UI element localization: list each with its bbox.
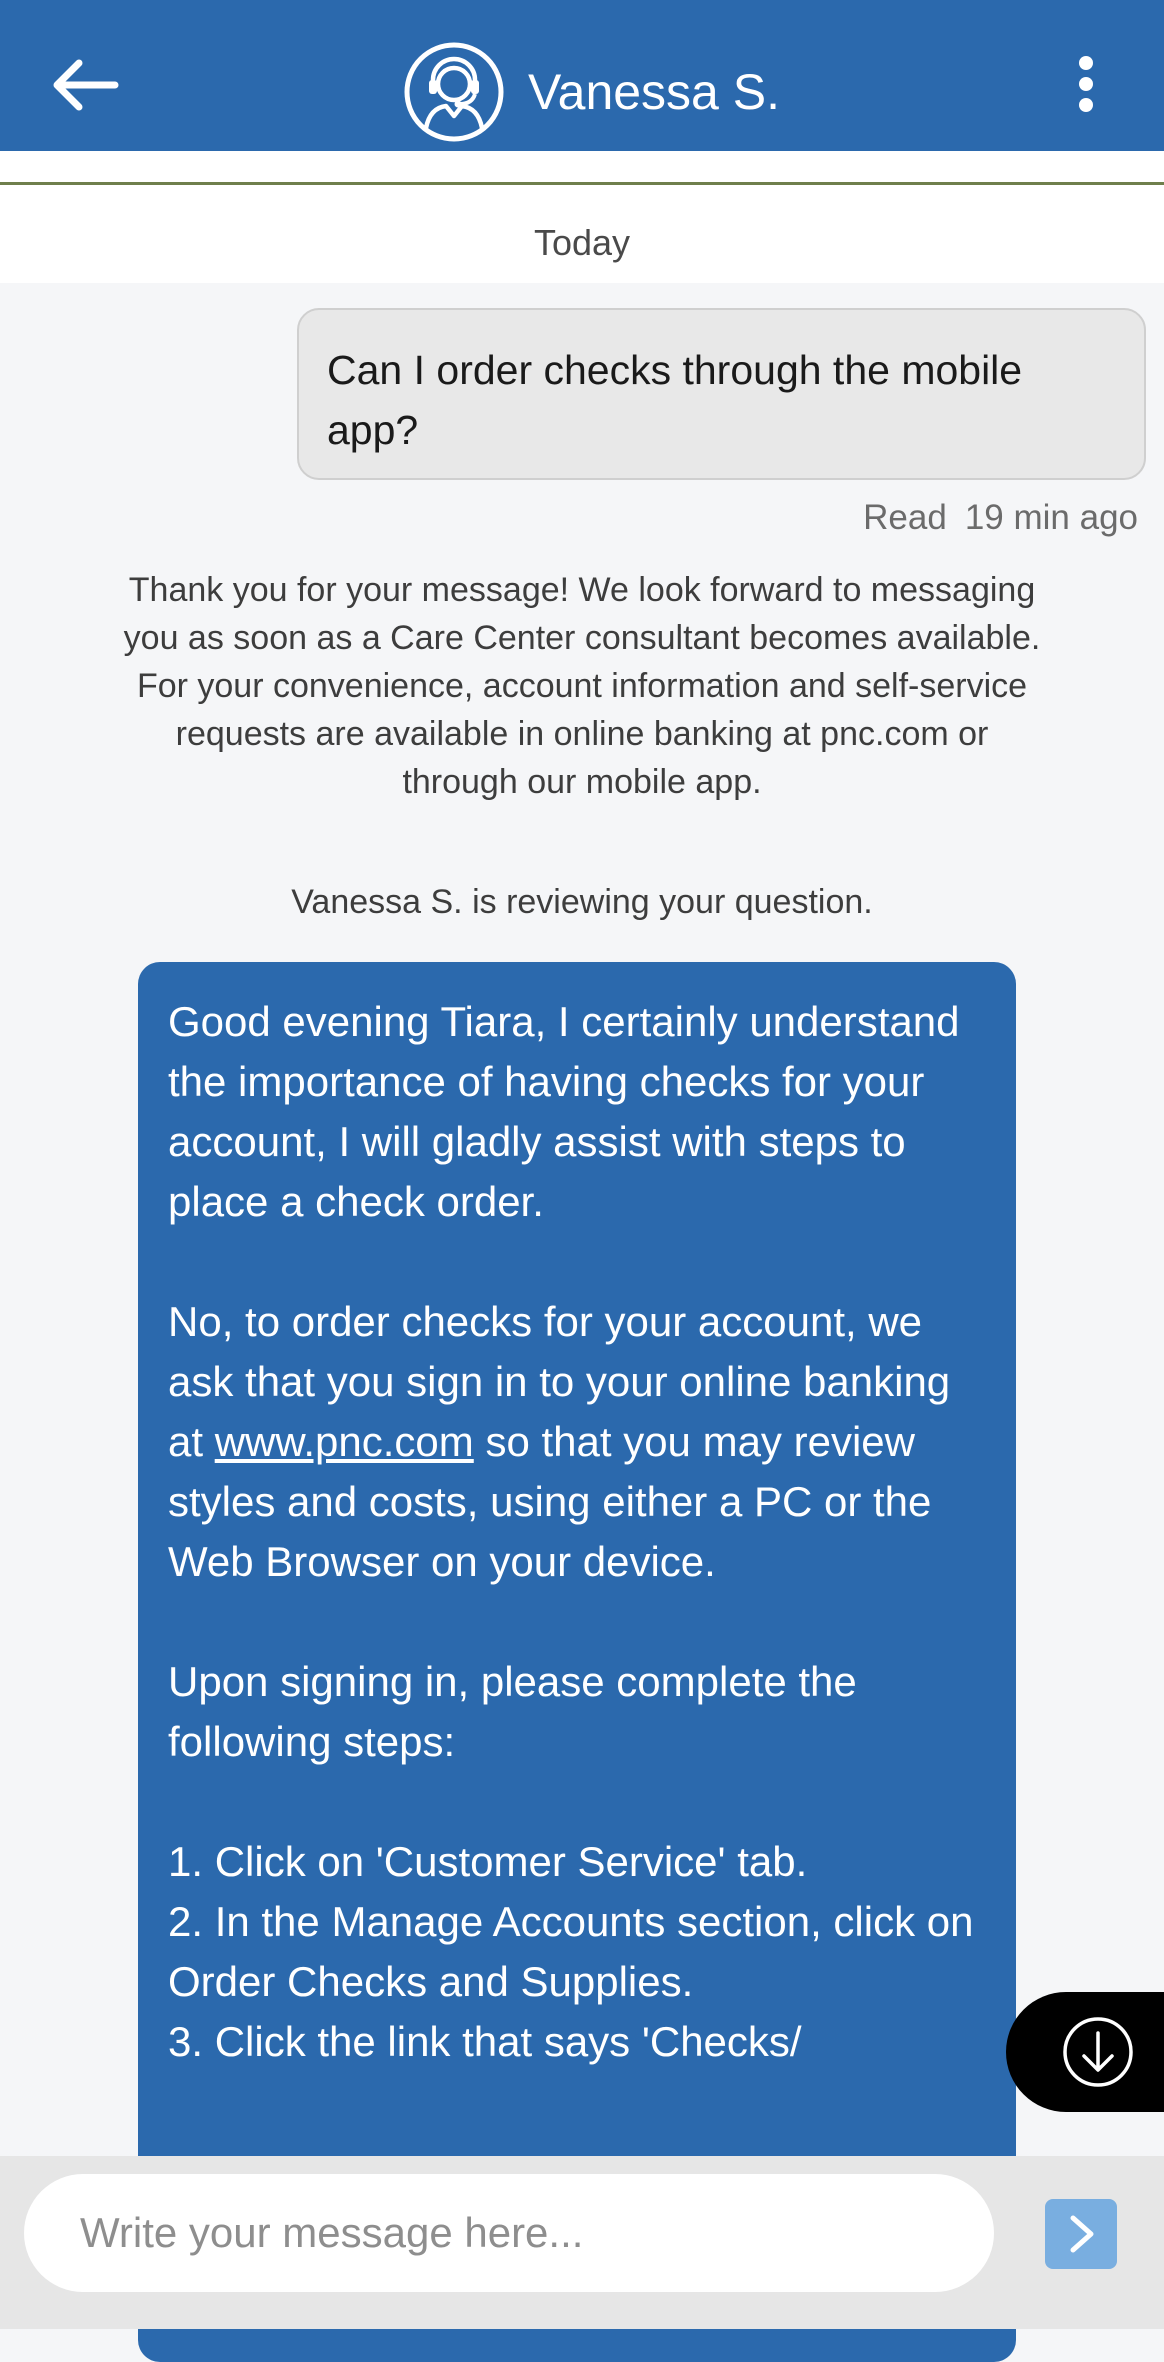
agent-message-text: so that you may review styles and costs, using either a PC or the Web Browser on your device.	[168, 1418, 932, 1585]
more-vertical-icon	[1079, 56, 1093, 70]
arrow-down-circle-icon	[1062, 2016, 1134, 2088]
message-composer	[0, 2156, 1164, 2329]
avatar	[402, 40, 506, 144]
agent-message-text: No, to order checks for your account, we ask that you sign in to your online banking at	[168, 1298, 951, 1465]
divider	[0, 182, 1164, 185]
instruction-step: 2. In the Manage Accounts section, click on Order Checks and Supplies.	[168, 1898, 974, 2005]
date-label: Today	[533, 222, 631, 263]
arrow-left-icon	[49, 57, 121, 113]
agent-message-paragraph: Good evening Tiara, I certainly understand the importance of having checks for your account, I will gladly assist with steps to place a check order.	[168, 998, 960, 1225]
date-separator	[0, 151, 1164, 283]
agent-message-paragraph	[168, 1292, 986, 1592]
more-options-button[interactable]	[1060, 48, 1112, 120]
read-label: Read	[863, 498, 947, 537]
read-receipt	[863, 495, 1138, 541]
instruction-step: 1. Click on 'Customer Service' tab.	[168, 1838, 808, 1885]
more-vertical-icon-dot	[1079, 98, 1093, 112]
agent-message-bubble	[138, 962, 1016, 2362]
scroll-to-bottom-button[interactable]	[1006, 1992, 1164, 2112]
user-message-bubble: Can I order checks through the mobile app?	[297, 308, 1146, 480]
pnc-website-link[interactable]: www.pnc.com	[214, 1418, 474, 1465]
more-vertical-icon-dot	[1079, 77, 1093, 91]
chat-header	[0, 0, 1164, 151]
chevron-right-icon	[1061, 2212, 1101, 2256]
message-input[interactable]	[24, 2174, 994, 2292]
read-time: 19 min ago	[964, 498, 1138, 537]
send-button[interactable]	[1045, 2199, 1117, 2269]
agent-status-message: Vanessa S. is reviewing your question.	[291, 883, 873, 921]
system-message: Thank you for your message! We look forward to messaging you as soon as a Care Center consultant becomes available. For your convenience, account information and self-service requests are available in online banking at pnc.com or through our mobile app.	[123, 571, 1041, 801]
agent-message-paragraph: Upon signing in, please complete the following steps:	[168, 1658, 857, 1765]
headset-agent-icon	[402, 40, 506, 144]
agent-name-title: Vanessa S.	[528, 64, 781, 120]
back-button[interactable]	[40, 40, 130, 130]
instruction-step: 3. Click the link that says 'Checks/	[168, 2018, 802, 2065]
